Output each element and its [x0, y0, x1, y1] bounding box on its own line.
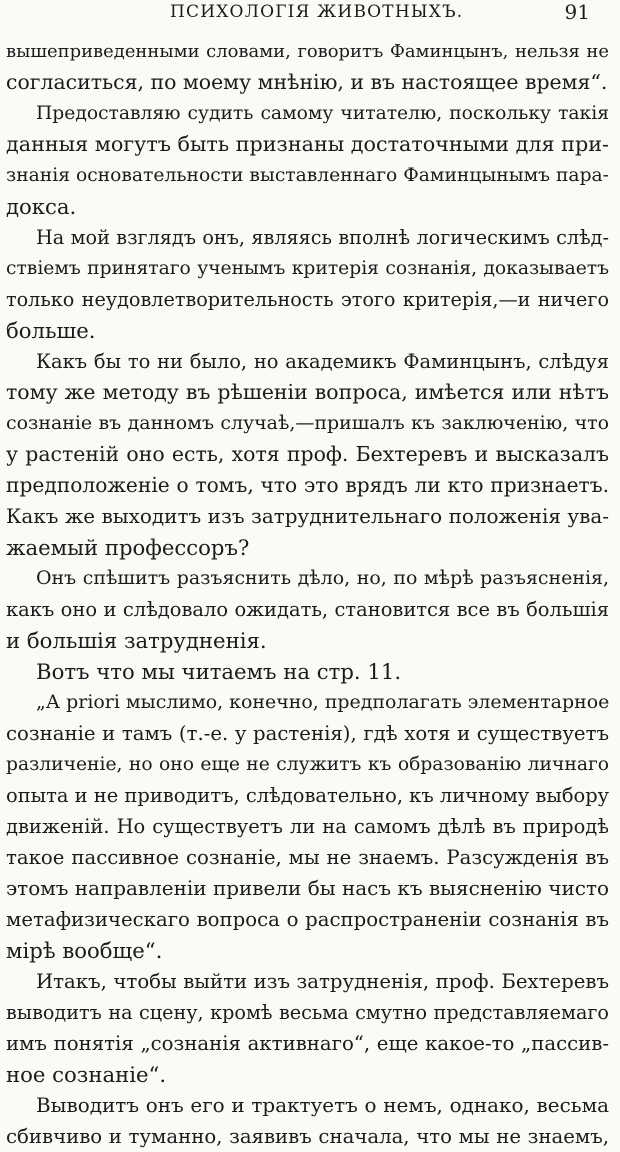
running-title: ПСИХОЛОГІЯ ЖИВОТНЫХЪ.	[170, 2, 464, 22]
body-text	[6, 36, 609, 1152]
text-line: движеній. Но существуетъ ли на самомъ дѣлѣ въ природѣ	[6, 815, 609, 838]
text-line: данныя могутъ быть признаны достаточными для при-	[6, 132, 609, 156]
text-line: жаемый профессоръ?	[6, 535, 250, 560]
text-line: Предоставляю судить самому читателю, поскольку такія	[36, 103, 609, 124]
text-line: Выводитъ онъ его и трактуетъ о немъ, однако, весьма	[36, 1093, 609, 1117]
text-line: какъ оно и слѣдовало ожидать, становится все въ большія	[6, 598, 609, 621]
text-line: этомъ направленіи привели бы насъ къ выясненію чисто	[6, 876, 609, 900]
text-line: различеніе, но оно еще не служитъ къ образованію личнаго	[6, 754, 609, 775]
text-line: ствіемъ принятаго ученымъ критерія сознанія, доказываетъ	[6, 258, 609, 279]
text-line: знанія основательности выставленнаго Фаминцынымъ пара-	[6, 165, 609, 186]
text-line: „А priori мыслимо, конечно, предполагать элементарное	[36, 691, 610, 713]
text-line: мірѣ вообще“.	[6, 938, 163, 963]
text-line: и большія затрудненія.	[6, 628, 267, 653]
text-line: сбивчиво и туманно, заявивъ сначала, что мы не знаемъ,	[6, 1125, 609, 1148]
text-line: только неудовлетворительность этого критерія,—и ничего	[6, 288, 609, 311]
text-line: Итакъ, чтобы выйти изъ затрудненія, проф. Бехтеревъ	[36, 970, 609, 993]
text-line: у растеній оно есть, хотя проф. Бехтеревъ и высказалъ	[6, 442, 609, 466]
text-line: больше.	[6, 318, 96, 343]
text-line: Какъ же выходитъ изъ затруднительнаго положенія ува-	[6, 504, 609, 528]
text-line: согласиться, по моему мнѣнію, и въ настоящее время“.	[6, 70, 608, 94]
text-line: Какъ бы то ни было, но академикъ Фаминцынъ, слѣдуя	[36, 350, 609, 373]
text-line: опыта и не приводитъ, слѣдовательно, къ личному выбору	[6, 784, 610, 807]
text-line: сознаніе и тамъ (т.-е. у растенія), гдѣ хотя и существуетъ	[6, 722, 609, 745]
text-line: вышеприведенными словами, говоритъ Фаминцынъ, нельзя не	[6, 41, 609, 62]
text-line: имъ понятія „сознанія активнаго“, еще какое-то „пассив-	[6, 1032, 609, 1055]
text-line: тому же методу въ рѣшеніи вопроса, имѣется или нѣтъ	[6, 380, 609, 404]
text-line: докса.	[6, 194, 77, 219]
text-line: предположеніе о томъ, что это врядъ ли кто признаетъ.	[6, 473, 609, 497]
text-line: Вотъ что мы читаемъ на стр. 11.	[36, 659, 402, 684]
text-line: сознаніе въ данномъ случаѣ,—пришалъ къ заключенію, что	[6, 412, 609, 434]
text-line: ное сознаніе“.	[6, 1062, 167, 1087]
text-line: На мой взглядъ онъ, являясь вполнѣ логическимъ слѣд-	[36, 226, 609, 249]
running-head	[0, 2, 620, 28]
text-line: метафизическаго вопроса о распространеніи сознанія въ	[6, 908, 609, 931]
text-line: выводитъ на сцену, кромѣ весьма смутно представляемаго	[6, 1001, 609, 1024]
text-line: Онъ спѣшитъ разъяснить дѣло, но, по мѣрѣ разъясненія,	[36, 567, 609, 589]
page-number: 91	[564, 0, 590, 24]
text-line: такое пассивное сознаніе, мы не знаемъ. Разсужденія въ	[6, 846, 609, 869]
